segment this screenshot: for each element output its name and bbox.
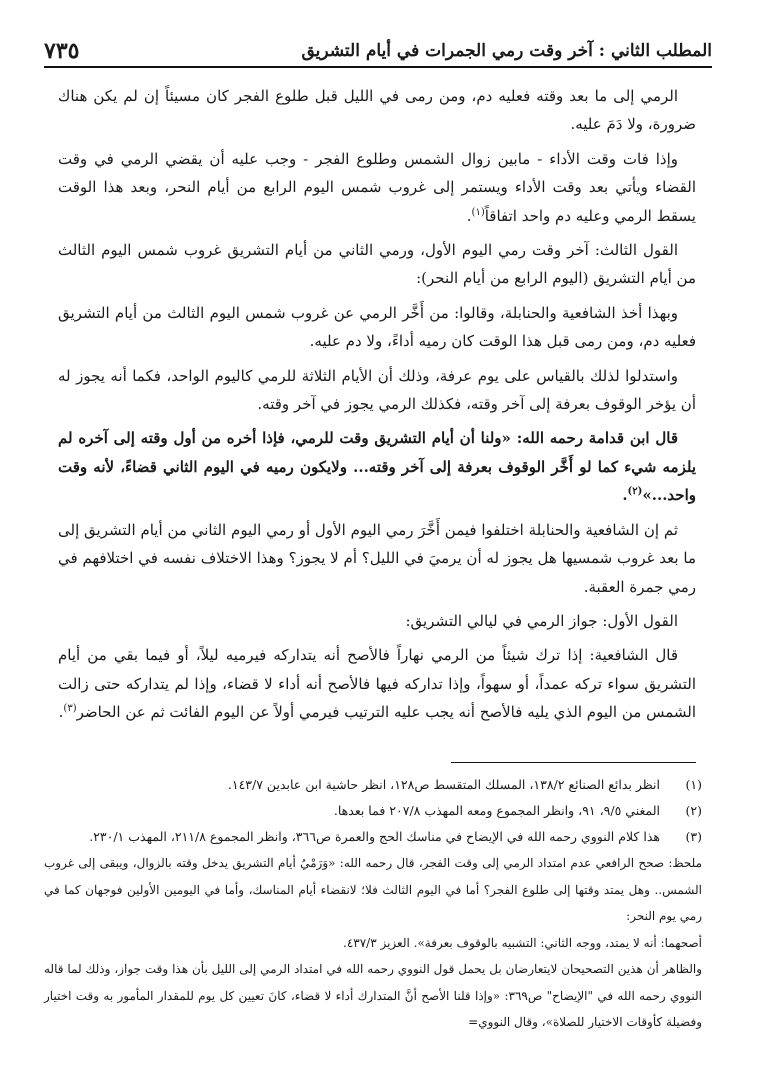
section-title: المطلب الثاني : آخر وقت رمي الجمرات في أيام التشريق — [301, 41, 712, 61]
note-paragraph: أصحهما: أنه لا يمتد، ووجه الثاني: التشبيه بالوقوف بعرفة». العزيز ٤٣٧/٣. — [342, 935, 702, 950]
footnote — [44, 772, 702, 798]
paragraph: ثم إن الشافعية والحنابلة اختلفوا فيمن أَخَّرَ رمي اليوم الأول أو رمي اليوم الثاني من أيام التشريق إلى ما بعد غروب شمسيها هل يجوز له أن يرميَ في الليل؟ أم لا يجوز؟ وهذا الاختلاف نفسه في اختلافهم في رمي جمرة العقبة. — [58, 520, 696, 596]
paragraph: واستدلوا لذلك بالقياس على يوم عرفة، وذلك أن الأيام الثلاثة للرمي كاليوم الواحد، فكما أنه يجوز له أن يؤخر الوقوف بعرفة إلى آخر وقته، فكذلك الرمي يجوز في آخر وقته. — [58, 366, 696, 414]
footnote — [44, 824, 702, 850]
running-header — [44, 30, 712, 68]
footnote-number: (١) — [685, 777, 702, 792]
paragraph: وإذا فات وقت الأداء - مابين زوال الشمس وطلوع الفجر - وجب عليه أن يقضي الرمي في وقت القضاء ويأتي بعد وقت الأداء ويستمر إلى غروب شمس اليوم الرابع من أيام النحر، وبعد هذا الوقت يسقط الرمي وعليه دم واحد اتفاقاً$^{(١)}$. — [58, 149, 696, 225]
footnote-number: (٣) — [685, 829, 702, 844]
note-paragraph: والظاهر أن هذين التصحيحان لايتعارضان بل يحمل قول النووي رحمه الله في امتداد الرمي إلى الليل بأن هذا وقت جواز، وذلك لما قاله النووي رحمه الله في "الإيضاح" ص٣٦٩: «وإذا قلنا الأصح أنَّ المتدارك أداء لا قضاء، كانَ تعيين كل يوم للمقدار المأمور به وقت اختيار وفضيلة كأوقات الاختيار للصلاة»، وقال النووي= — [44, 962, 702, 1029]
footnote-ref: (٣) — [63, 703, 77, 715]
quotation-paragraph: قال ابن قدامة رحمه الله: «ولنا أن أيام التشريق وقت للرمي، فإذا أخره من أول وقته إلى آخره لم يلزمه شيء كما لو أَخَّر الوقوف بعرفة إلى آخر وقته... ولايكون رميه في اليوم الثاني قضاءً، لأنه وقت واحد...»$^{(٢)}$. — [58, 429, 696, 505]
paragraph: الرمي إلى ما بعد وقته فعليه دم، ومن رمى في الليل قبل طلوع الفجر كان مسيئاً إن لم يكن هناك ضرورة، ولا دَمَ عليه. — [58, 87, 696, 134]
paragraph: وبهذا أخذ الشافعية والحنابلة، وقالوا: من أَخَّر الرمي عن غروب شمس اليوم الثالث من أيام التشريق فعليه دم، ومن رمى قبل هذا الوقت كان رميه أداءً، ولا دم عليه. — [58, 303, 696, 351]
footnotes — [44, 772, 702, 1036]
footnote-number: (٢) — [685, 803, 702, 818]
footnote-text: انظر بدائع الصنائع ١٣٨/٢، المسلك المتقسط ص١٢٨، انظر حاشية ابن عابدين ١٤٣/٧. — [227, 777, 660, 792]
paragraph: القول الثالث: آخر وقت رمي اليوم الأول، ورمي الثاني من أيام التشريق غروب شمس اليوم الثالث من أيام التشريق (اليوم الرابع من أيام النحر): — [58, 241, 696, 288]
footnote-text: المغني ٩/٥، ٩١، وانظر المجموع ومعه المهذب ٢٠٧/٨ فما بعدها. — [333, 803, 660, 818]
page-number: ٧٣٥ — [44, 38, 80, 64]
footnote-separator — [451, 762, 696, 763]
footnote-ref: (١) — [471, 206, 485, 218]
main-text — [58, 82, 696, 733]
note-paragraph: ملحظ: صحح الرافعي عدم امتداد الرمي إلى وقت الفجر، قال رحمه الله: «وَرَمْيُ أيام التشريق يدخل وقته بالزوال، ويبقى إلى غروب الشمس.. وهل يمتد وقتها إلى طلوع الفجر؟ أما في اليوم الثالث فلا؛ لانقضاء أيام المناسك، وأما في اليومين الأولين فوجهان كما في رمي يوم النحر: — [44, 856, 702, 923]
footnote-text: هذا كلام النووي رحمه الله في الإيضاح في مناسك الحج والعمرة ص٣٦٦، وانظر المجموع ٢١١/٨، المهذب ٢٣٠/١. — [89, 829, 660, 844]
paragraph: القول الأول: جواز الرمي في ليالي التشريق: — [405, 611, 678, 630]
footnote — [44, 798, 702, 824]
footnote-ref: (٢) — [627, 486, 643, 498]
paragraph: قال الشافعية: إذا ترك شيئاً من الرمي نهاراً فالأصح أنه يتداركه فيرميه ليلاً، أو فيما بقي من أيام التشريق سواء تركه عمداً، أو سهواً، وإذا تداركه فيها فالأصح أنه أداء لا قضاء، وإذا لم يتداركه حتى زالت الشمس من اليوم الذي يليه فالأصح أنه يجب عليه الترتيب فيرمي أولاً عن اليوم الفائت ثم عن الحاضر$^{(٣)}$. — [58, 646, 696, 722]
